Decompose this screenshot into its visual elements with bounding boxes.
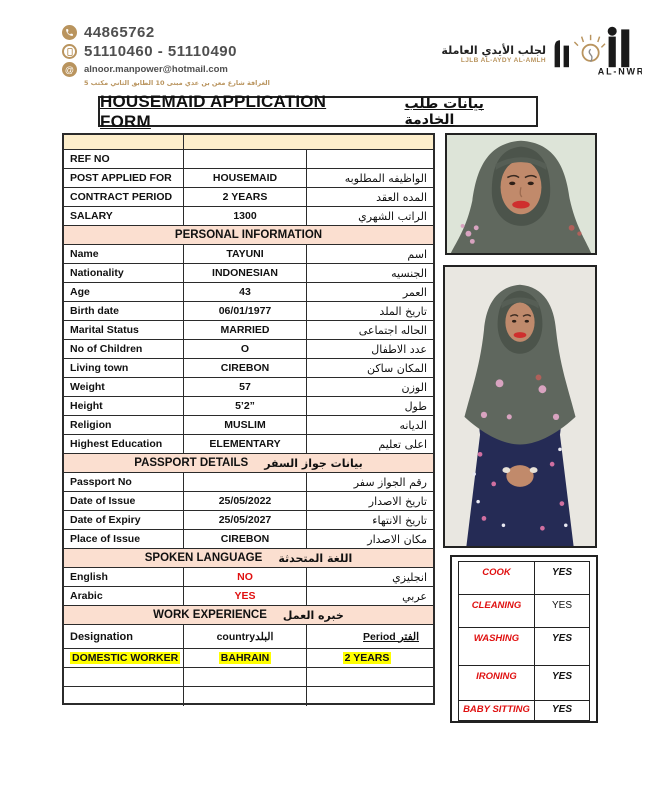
work-country-cell [184, 649, 307, 667]
field-value: HOUSEMAID [184, 169, 307, 187]
field-label-arabic: تاريخ الاصدار [368, 494, 427, 508]
field-value: YES [184, 587, 307, 605]
field-label-arabic: الجنسيه [391, 266, 427, 280]
work-col-country [184, 625, 307, 648]
field-value: MARRIED [184, 321, 307, 339]
section-header [64, 606, 433, 624]
section-title-english: WORK EXPERIENCE [153, 609, 267, 621]
application-form-table [62, 133, 435, 705]
field-label: Passport No [64, 473, 184, 491]
work-col-period-text: Period الفتر [363, 630, 419, 643]
field-label: Date of Expiry [64, 511, 184, 529]
blank-cell [184, 135, 433, 149]
table-row [64, 511, 433, 530]
form-title-english: HOUSEMAID APPLICATION FORM [100, 91, 327, 131]
section-title-english: SPOKEN LANGUAGE [144, 552, 263, 564]
field-label: Living town [64, 359, 184, 377]
section-header [64, 454, 433, 472]
company-name-arabic: لجلب الأيدي العاملة [441, 43, 546, 57]
section-header [64, 226, 433, 244]
work-experience-row [64, 687, 433, 706]
field-label: CONTRACT PERIOD [64, 188, 184, 206]
field-label-arabic: عدد الاطفال [371, 342, 427, 356]
field-value: 2 YEARS [184, 188, 307, 206]
mobile-icon [62, 44, 77, 59]
field-value: O [184, 340, 307, 358]
section-header [64, 549, 433, 567]
applicant-photo-full [443, 265, 597, 548]
field-label-arabic: طول [404, 399, 427, 413]
table-row [64, 150, 433, 169]
field-label: Date of Issue [64, 492, 184, 510]
work-period-value: 2 YEARS [344, 652, 390, 664]
form-title-box [98, 91, 538, 131]
field-label-arabic: المده العقد [376, 190, 427, 204]
work-designation-cell [64, 668, 184, 686]
work-period-cell [307, 649, 433, 667]
skill-name: WASHING [459, 628, 535, 665]
skill-name: BABY SITTING [459, 701, 535, 720]
skills-box [450, 555, 598, 723]
table-row [64, 169, 433, 188]
field-label-arabic: اعلى تعليم [378, 437, 427, 451]
table-row-blank-header [64, 135, 433, 150]
field-label-arabic: انجليزي [392, 570, 427, 584]
field-label-arabic: عربي [402, 589, 427, 603]
work-col-designation: Designation [64, 625, 184, 648]
skill-name: CLEANING [459, 595, 535, 627]
skill-row [459, 595, 589, 628]
field-value: 25/05/2022 [184, 492, 307, 510]
work-period-cell [307, 668, 433, 686]
contact-block [62, 24, 270, 87]
phone-number-2: 51110460 - 51110490 [84, 43, 237, 60]
table-row [64, 207, 433, 226]
field-label: Birth date [64, 302, 184, 320]
section-header-row [64, 226, 433, 245]
field-label: Religion [64, 416, 184, 434]
skill-row [459, 562, 589, 595]
table-row [64, 188, 433, 207]
table-row [64, 435, 433, 454]
skill-value: YES [551, 671, 572, 682]
field-value: 43 [184, 283, 307, 301]
work-designation-cell [64, 687, 184, 706]
field-value: INDONESIAN [184, 264, 307, 282]
field-label: Highest Education [64, 435, 184, 453]
table-row [64, 302, 433, 321]
skill-value: YES [551, 567, 572, 578]
field-label: Nationality [64, 264, 184, 282]
table-row [64, 359, 433, 378]
work-col-period [307, 625, 433, 648]
skill-row [459, 666, 589, 701]
alnwr-logo-icon [550, 24, 642, 83]
table-row [64, 397, 433, 416]
skill-value: YES [551, 704, 572, 715]
field-label: SALARY [64, 207, 184, 225]
section-title-english: PERSONAL INFORMATION [174, 229, 323, 241]
work-country-cell [184, 668, 307, 686]
section-header-row [64, 454, 433, 473]
field-label-arabic: اسم [407, 247, 427, 261]
table-row [64, 473, 433, 492]
section-title-english: PASSPORT DETAILS [134, 457, 249, 469]
work-designation-cell [64, 649, 184, 667]
table-row [64, 321, 433, 340]
blank-cell [64, 135, 184, 149]
field-label-arabic: المكان ساكن [367, 361, 427, 375]
field-value: CIREBON [184, 359, 307, 377]
table-row [64, 587, 433, 606]
table-row [64, 283, 433, 302]
phone-row-2 [62, 43, 270, 60]
table-row [64, 340, 433, 359]
skill-value: YES [551, 633, 572, 644]
work-period-cell [307, 687, 433, 706]
form-title-arabic: بيانات طلب الخادمة [404, 95, 484, 128]
company-names [441, 44, 546, 64]
table-row [64, 264, 433, 283]
email-row [62, 62, 270, 77]
field-label: Marital Status [64, 321, 184, 339]
table-row [64, 378, 433, 397]
skill-name: COOK [459, 562, 535, 594]
company-name-transliteration: LJLB AL-AYDY AL-AMLH [460, 56, 546, 64]
work-experience-header-row [64, 625, 433, 649]
field-value: 06/01/1977 [184, 302, 307, 320]
table-row [64, 568, 433, 587]
table-row [64, 416, 433, 435]
field-label-arabic: الحاله اجتماعى [358, 323, 427, 337]
field-label-arabic: تاريخ الانتهاء [372, 513, 427, 527]
work-country-value: BAHRAIN [220, 652, 270, 664]
field-label-arabic: الواظيفه المطلوبه [344, 171, 427, 185]
field-label: REF NO [64, 150, 184, 168]
field-label: No of Children [64, 340, 184, 358]
field-value: 25/05/2027 [184, 511, 307, 529]
skills-table [458, 561, 590, 721]
skill-value: YES [551, 600, 572, 611]
field-label: Age [64, 283, 184, 301]
field-value: ELEMENTARY [184, 435, 307, 453]
field-label-arabic: تاريخ الملد [379, 304, 427, 318]
company-logo-block [441, 24, 642, 83]
field-label-arabic: الراتب الشهري [358, 209, 427, 223]
field-value: CIREBON [184, 530, 307, 548]
field-label-arabic: العمر [402, 285, 427, 299]
section-title-arabic: خبره العمل [282, 608, 344, 622]
field-value: 5’2” [184, 397, 307, 415]
skill-name: IRONING [459, 666, 535, 700]
field-label: Weight [64, 378, 184, 396]
work-country-cell [184, 687, 307, 706]
email-address: alnoor.manpower@hotmail.com [84, 64, 228, 75]
svg-text:AL-NWR: AL-NWR [597, 66, 642, 77]
field-label-arabic: رقم الجواز سفر [353, 475, 427, 489]
work-col-country-en: country [216, 630, 256, 643]
field-value: 57 [184, 378, 307, 396]
field-value: NO [184, 568, 307, 586]
phone-row-1 [62, 24, 270, 41]
phone-number-1: 44865762 [84, 24, 155, 41]
office-address-arabic: الغرافة شارع معن بن عدي مبنى 10 الطابق الثاني مكتب 5 [84, 79, 270, 87]
field-value [184, 473, 307, 491]
section-title-arabic: اللغة المتحدثة [278, 551, 353, 565]
work-designation-value: DOMESTIC WORKER [72, 652, 179, 664]
field-label-arabic: الوزن [401, 380, 427, 394]
field-label: Height [64, 397, 184, 415]
table-row [64, 245, 433, 264]
field-label-arabic: الديانه [399, 418, 427, 432]
section-title-arabic: بيانات جواز السفر [264, 456, 363, 470]
field-value [184, 150, 307, 168]
work-experience-row [64, 649, 433, 668]
field-label-arabic: مكان الاصدار [367, 532, 427, 546]
skill-row [459, 701, 589, 720]
field-label: Arabic [64, 587, 184, 605]
email-icon: @ [62, 62, 77, 77]
field-value: TAYUNI [184, 245, 307, 263]
field-value: 1300 [184, 207, 307, 225]
field-label: Place of Issue [64, 530, 184, 548]
section-header-row [64, 549, 433, 568]
field-label: Name [64, 245, 184, 263]
applicant-photo-portrait [445, 133, 597, 255]
table-row [64, 492, 433, 511]
field-label: English [64, 568, 184, 586]
field-value: MUSLIM [184, 416, 307, 434]
work-col-country-ar: البلد [255, 630, 274, 643]
work-experience-row [64, 668, 433, 687]
table-row [64, 530, 433, 549]
section-header-row [64, 606, 433, 625]
skill-row [459, 628, 589, 666]
phone-icon [62, 25, 77, 40]
field-label-arabic [307, 150, 433, 168]
field-label: POST APPLIED FOR [64, 169, 184, 187]
